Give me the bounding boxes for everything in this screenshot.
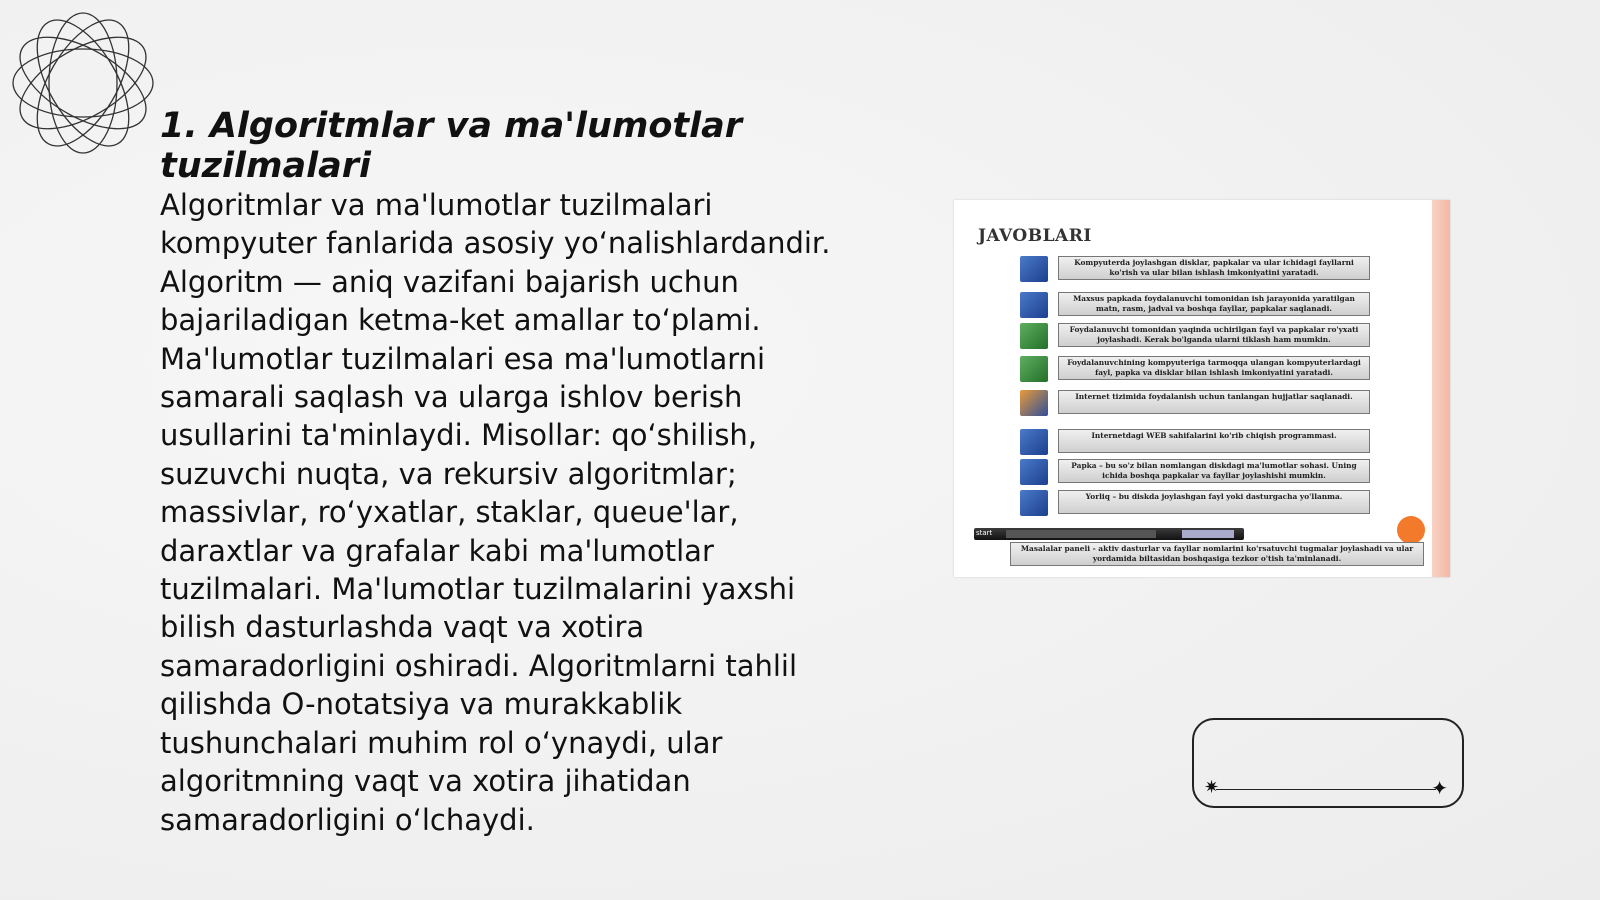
- taskbar-illustration: [974, 528, 1244, 540]
- my-computer-icon: [1020, 256, 1048, 282]
- network-icon: [1020, 356, 1048, 382]
- shortcut-icon: [1020, 490, 1048, 516]
- circles-logo-icon: [8, 8, 158, 158]
- slide-title: 1. Algoritmlar va ma'lumotlar tuzilmalari: [160, 106, 742, 186]
- figure-row: [1020, 323, 1372, 349]
- figure-row-text: Internetdagi WEB sahifalarini ko'rib chiqish programmasi.: [1058, 429, 1370, 453]
- figure-row-text: Foydalanuvchining kompyuteriga tarmoqqa ulangan kompyuterlardagi fayl, papka va disklar bilan ishlash imkoniyatini yaratadi.: [1058, 356, 1370, 380]
- figure-row-text: Foydalanuvchi tomonidan yaqinda uchirilgan fayl va papkalar ro'yxati joylashadi. Kerak bo'lganda ularni tiklash ham mumkin.: [1058, 323, 1370, 347]
- taskbar-start-label: start: [976, 529, 993, 537]
- internet-explorer-icon: [1020, 429, 1048, 455]
- figure-row: [1020, 256, 1372, 282]
- figure-row: [1020, 459, 1372, 485]
- figure-row-text: Papka – bu so'z bilan nomlangan diskdagi ma'lumotlar sohasi. Uning ichida boshqa papkalar va fayllar joylashishi mumkin.: [1058, 459, 1370, 483]
- figure-row: [1020, 490, 1372, 516]
- figure-row: [1020, 356, 1372, 382]
- folder-icon: [1020, 459, 1048, 485]
- figure-row: [1020, 292, 1372, 318]
- sparkle-icon: ✷: [1204, 777, 1220, 798]
- plus-star-icon: ✦: [1431, 776, 1448, 800]
- taskbar-item: [1006, 530, 1156, 538]
- my-documents-icon: [1020, 292, 1048, 318]
- figure-row-text: Internet tizimida foydalanish uchun tanlangan hujjatlar saqlanadi.: [1058, 390, 1370, 414]
- slide-body-text: Algoritmlar va ma'lumotlar tuzilmalari kompyuter fanlarida asosiy yo‘nalishlardandir. Algoritm — aniq vazifani bajarish uchun bajariladigan ketma-ket amallar to‘plami. Ma'lumotlar tuzilmalari esa ma'lumotlarni samarali saqlash va ularga ishlov berish usullarini ta'minlaydi. Misollar: qo‘shilish, suzuvchi nuqta, va rekursiv algoritmlar; massivlar, ro‘yxatlar, staklar, queue'lar, daraxtlar va grafalar kabi ma'lumotlar tuzilmalari. Ma'lumotlar tuzilmalarini yaxshi bilish dasturlashda vaqt va xotira samaradorligini oshiradi. Algoritmlarni tahlil qilishda O-notatsiya va murakkablik tushunchalari muhim rol o‘ynaydi, ular algoritmning vaqt va xotira jihatidan samaradorligini o‘lchaydi.: [160, 188, 831, 837]
- answers-figure: [954, 200, 1450, 577]
- figure-caption: Masalalar paneli - aktiv dasturlar va fayllar nomlarini ko'rsatuvchi tugmalar joylashadi va ular yordamida biltasidan boshqasiga tezkor o'tish ta'minlanadi.: [1010, 542, 1424, 566]
- favorites-folder-icon: [1020, 390, 1048, 416]
- figure-row: [1020, 429, 1372, 455]
- deco-line: [1216, 789, 1436, 790]
- taskbar-tray: [1182, 530, 1234, 538]
- figure-row-text: Yorliq – bu diskda joylashgan fayl yoki dasturgacha yo'llanma.: [1058, 490, 1370, 514]
- figure-row-text: Maxsus papkada foydalanuvchi tomonidan ish jarayonida yaratilgan matn, rasm, jadval va boshqa fayllar, papkalar saqlanadi.: [1058, 292, 1370, 316]
- decorative-rounded-box: [1192, 718, 1464, 808]
- figure-row-text: Kompyuterda joylashgan disklar, papkalar va ular ichidagi fayllarni ko'rish va ular bilan ishlash imkoniyatini yaratadi.: [1058, 256, 1370, 280]
- orange-dot-decoration: [1397, 516, 1425, 544]
- figure-edge-decoration: [1432, 200, 1450, 577]
- figure-row: [1020, 390, 1372, 416]
- recycle-bin-icon: [1020, 323, 1048, 349]
- figure-title: JAVOBLARI: [978, 226, 1092, 246]
